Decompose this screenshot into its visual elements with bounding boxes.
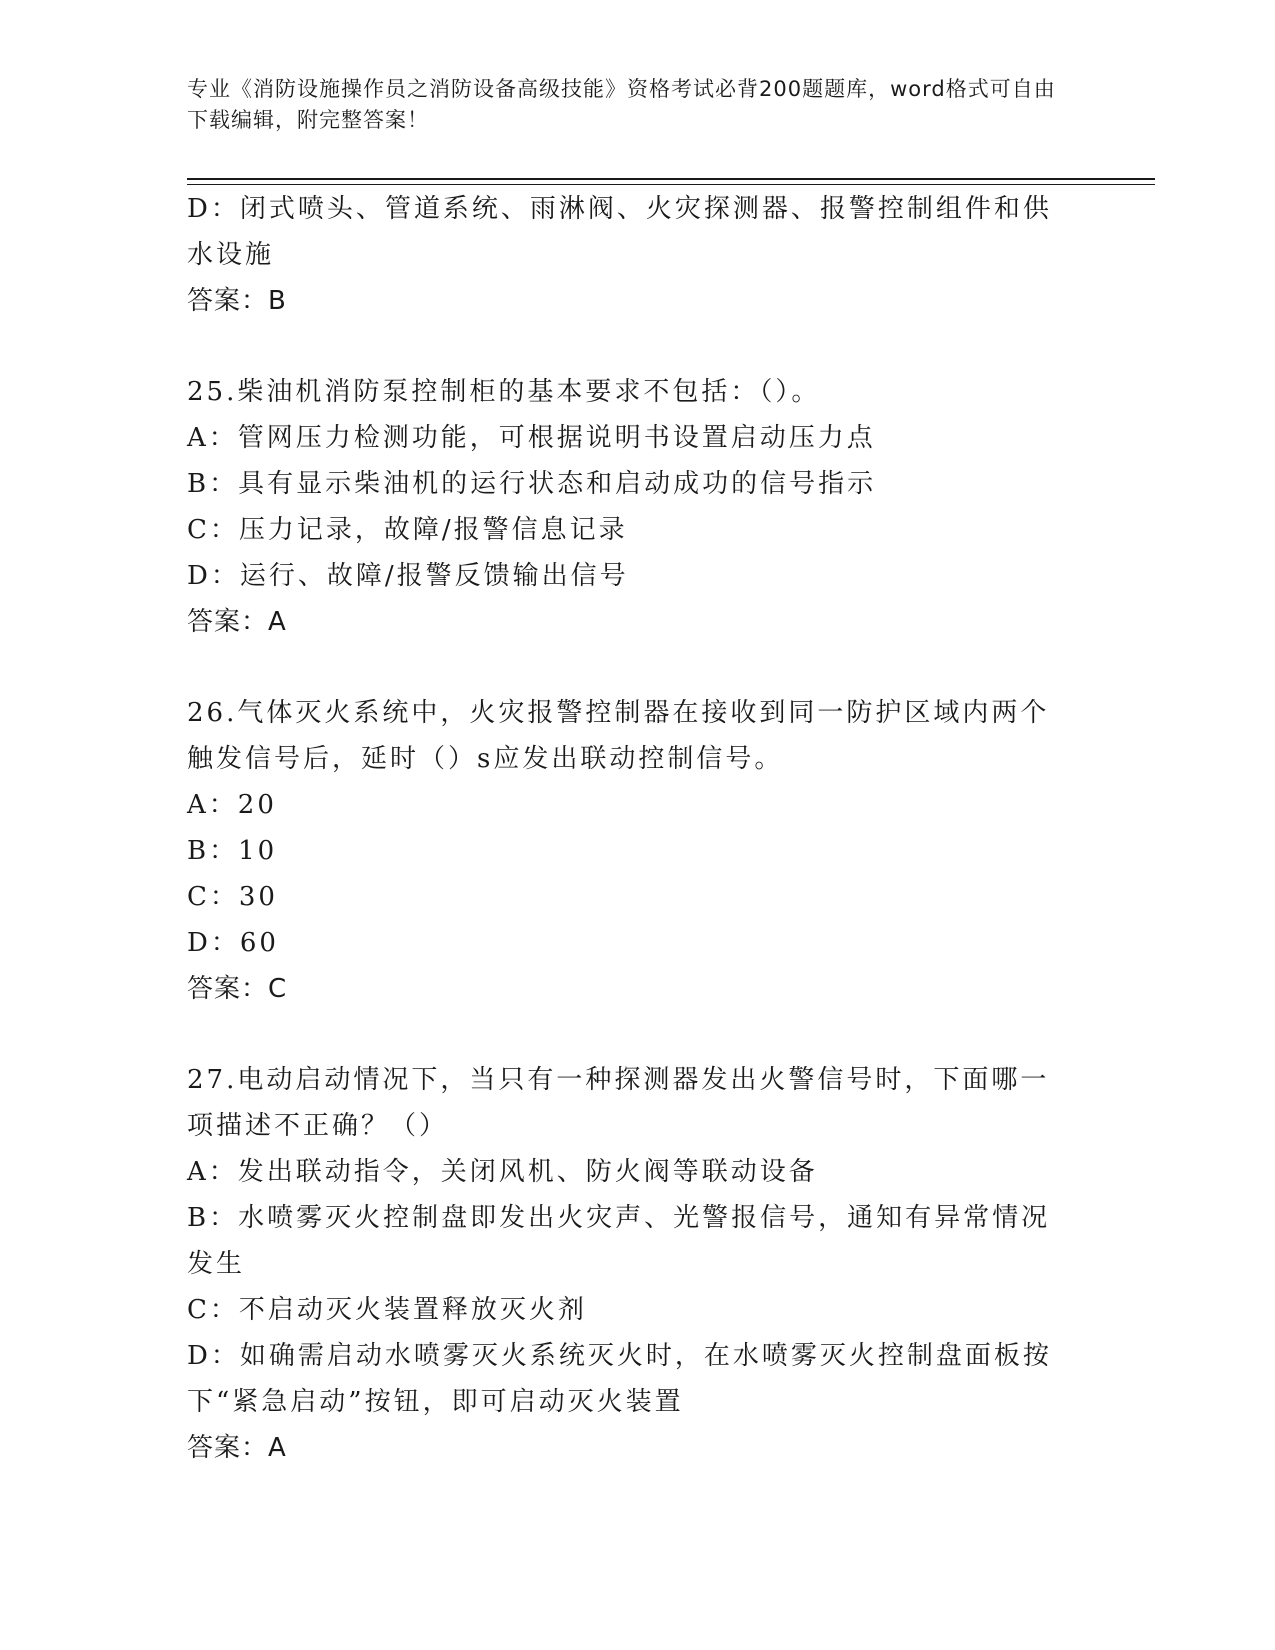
option-c: C：30 <box>187 882 278 912</box>
answer-line: 答案：C <box>187 974 288 1004</box>
question-stem: 26.气体灭火系统中，火灾报警控制器在接收到同一防护区域内两个触发信号后，延时（）s应发出联动控制信号。 <box>187 698 1050 774</box>
answer-line: 答案：A <box>187 607 287 637</box>
option-d: D：60 <box>187 928 279 958</box>
header-divider-thick <box>187 178 1155 180</box>
question-25 <box>187 369 1067 645</box>
document-header: 专业《消防设施操作员之消防设备高级技能》资格考试必背200题题库，word格式可自由下载编辑，附完整答案！ <box>187 77 1056 132</box>
option-a: A：管网压力检测功能，可根据说明书设置启动压力点 <box>187 423 876 453</box>
answer-line: 答案：B <box>187 286 287 316</box>
header-divider-thin <box>187 184 1155 185</box>
option-b: B：水喷雾灭火控制盘即发出火灾声、光警报信号，通知有异常情况发生 <box>187 1203 1051 1279</box>
option-c: C：不启动灭火装置释放灭火剂 <box>187 1295 587 1325</box>
option-d: D：运行、故障/报警反馈输出信号 <box>187 561 629 591</box>
question-26 <box>187 690 1067 1012</box>
prev-question-tail <box>187 186 1067 324</box>
question-stem: 25.柴油机消防泵控制柜的基本要求不包括：（）。 <box>187 377 821 407</box>
option-b: B：具有显示柴油机的运行状态和启动成功的信号指示 <box>187 469 877 499</box>
option-d: D：如确需启动水喷雾灭火系统灭火时，在水喷雾灭火控制盘面板按下“紧急启动”按钮，即可启动灭火装置 <box>187 1341 1052 1417</box>
question-stem: 27.电动启动情况下，当只有一种探测器发出火警信号时，下面哪一项描述不正确？（） <box>187 1065 1050 1141</box>
option-a: A：发出联动指令，关闭风机、防火阀等联动设备 <box>187 1157 818 1187</box>
question-list <box>187 186 1067 1471</box>
question-27 <box>187 1057 1067 1471</box>
option-d: D：闭式喷头、管道系统、雨淋阀、火灾探测器、报警控制组件和供水设施 <box>187 194 1052 270</box>
option-a: A：20 <box>187 790 277 820</box>
option-b: B：10 <box>187 836 278 866</box>
option-c: C：压力记录，故障/报警信息记录 <box>187 515 628 545</box>
answer-line: 答案：A <box>187 1433 287 1463</box>
